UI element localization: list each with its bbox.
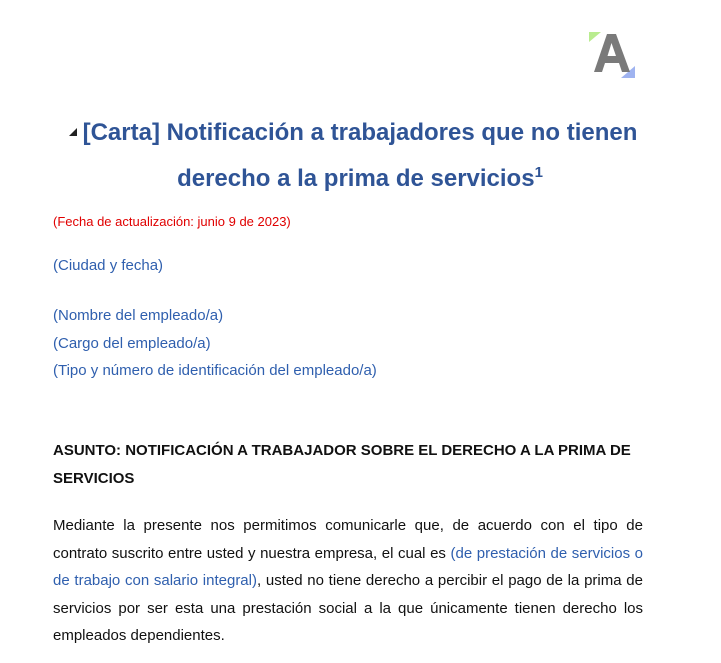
document-title bbox=[60, 110, 660, 202]
body-text-part1: Mediante la presente nos permitimos comunicarle que, de acuerdo con el tipo de contrato suscrito entre usted y nuestra empresa, el cual es bbox=[53, 517, 643, 562]
employee-id-placeholder: (Tipo y número de identificación del empleado/a) bbox=[53, 362, 377, 379]
employee-block bbox=[53, 302, 377, 385]
city-date-placeholder: (Ciudad y fecha) bbox=[53, 257, 164, 274]
footnote-reference[interactable]: 1 bbox=[534, 164, 543, 181]
update-date: (Fecha de actualización: junio 9 de 2023) bbox=[53, 214, 291, 229]
subject-heading: ASUNTO: NOTIFICACIÓN A TRABAJADOR SOBRE EL DERECHO A LA PRIMA DE SERVICIOS bbox=[53, 442, 631, 487]
employee-position-placeholder: (Cargo del empleado/a) bbox=[53, 334, 211, 352]
contract-type-placeholder: (de prestación de servicios o de trabajo con salario integral) bbox=[53, 544, 643, 589]
document-title-text: [Carta] Notificación a trabajadores que no tienen derecho a la prima de servicios bbox=[82, 119, 638, 192]
body-text-part2: , usted no tiene derecho a percibir el pago de la prima de servicios por ser esta una prestación social a la que únicamente tienen derecho los empleados dependientes. bbox=[53, 572, 643, 644]
employee-name-placeholder: (Nombre del empleado/a) bbox=[53, 307, 224, 324]
body-paragraph bbox=[53, 512, 643, 650]
brand-logo-icon bbox=[589, 32, 635, 78]
